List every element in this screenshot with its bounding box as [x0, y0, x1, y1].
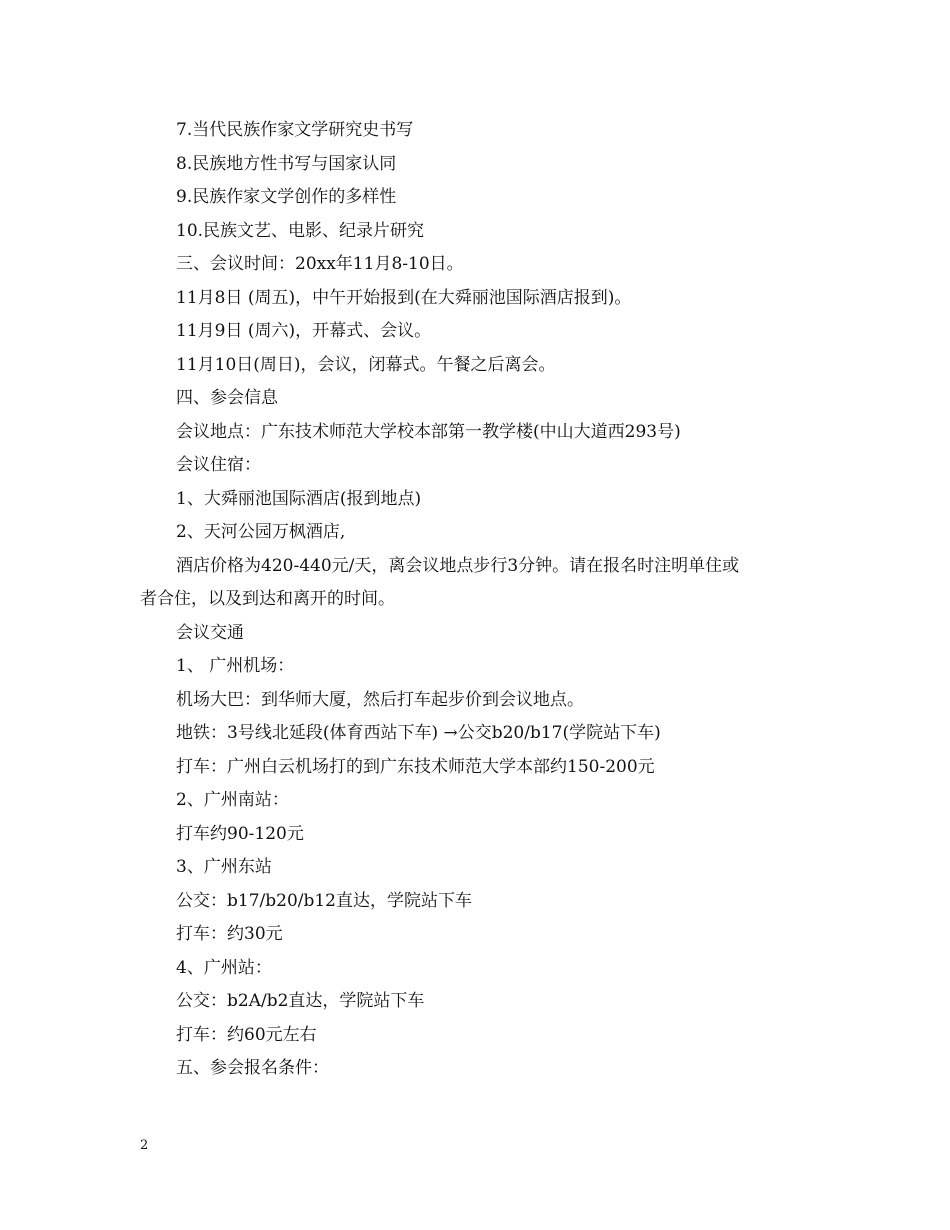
list-item: 4、广州站：	[176, 957, 272, 978]
list-item: 2、广州南站：	[176, 790, 289, 810]
info-line: 打车：约60元左右	[176, 1024, 317, 1045]
list-item: 9.民族作家文学创作的多样性	[176, 187, 397, 207]
section-heading: 会议交通	[176, 622, 244, 643]
info-line: 打车：广州白云机场打的到广东技术师范大学本部约150-200元	[176, 756, 655, 777]
list-item: 10.民族文艺、电影、纪录片研究	[176, 220, 425, 241]
document-body	[140, 114, 820, 1086]
info-line: 机场大巴：到华师大厦，然后打车起步价到会议地点。	[176, 689, 584, 710]
info-line: 公交：b2A/b2直达，学院站下车	[176, 991, 425, 1011]
info-line: 打车约90-120元	[176, 823, 304, 844]
schedule-line: 11月9日 (周六)，开幕式、会议。	[176, 321, 432, 341]
paragraph-line: 酒店价格为420-440元/天，离会议地点步行3分钟。请在报名时注明单住或	[176, 555, 740, 576]
list-item: 1、 广州机场：	[176, 656, 295, 676]
list-item: 3、广州东站	[176, 857, 272, 877]
list-item: 2、天河公园万枫酒店,	[176, 522, 346, 542]
info-line: 地铁：3号线北延段(体育西站下车) →公交b20/b17(学院站下车)	[176, 723, 661, 743]
section-heading: 三、会议时间：20xx年11月8-10日。	[176, 254, 464, 274]
info-line: 打车：约30元	[176, 924, 283, 944]
page-number: 2	[140, 1138, 149, 1153]
list-item: 1、大舜丽池国际酒店(报到地点)	[176, 488, 422, 509]
list-item: 7.当代民族作家文学研究史书写	[176, 120, 414, 140]
section-heading: 四、参会信息	[176, 388, 278, 408]
list-item: 8.民族地方性书写与国家认同	[176, 153, 397, 174]
schedule-line: 11月10日(周日)，会议，闭幕式。午餐之后离会。	[176, 354, 556, 375]
info-line: 会议住宿：	[176, 455, 261, 475]
section-heading: 五、参会报名条件：	[176, 1058, 329, 1078]
schedule-line: 11月8日 (周五)，中午开始报到(在大舜丽池国际酒店报到)。	[176, 287, 632, 308]
hotel-price-paragraph	[140, 550, 820, 617]
info-line: 公交：b17/b20/b12直达，学院站下车	[176, 890, 472, 911]
paragraph-line: 者合住，以及到达和离开的时间。	[140, 589, 395, 609]
info-line: 会议地点：广东技术师范大学校本部第一教学楼(中山大道西293号)	[176, 421, 681, 442]
